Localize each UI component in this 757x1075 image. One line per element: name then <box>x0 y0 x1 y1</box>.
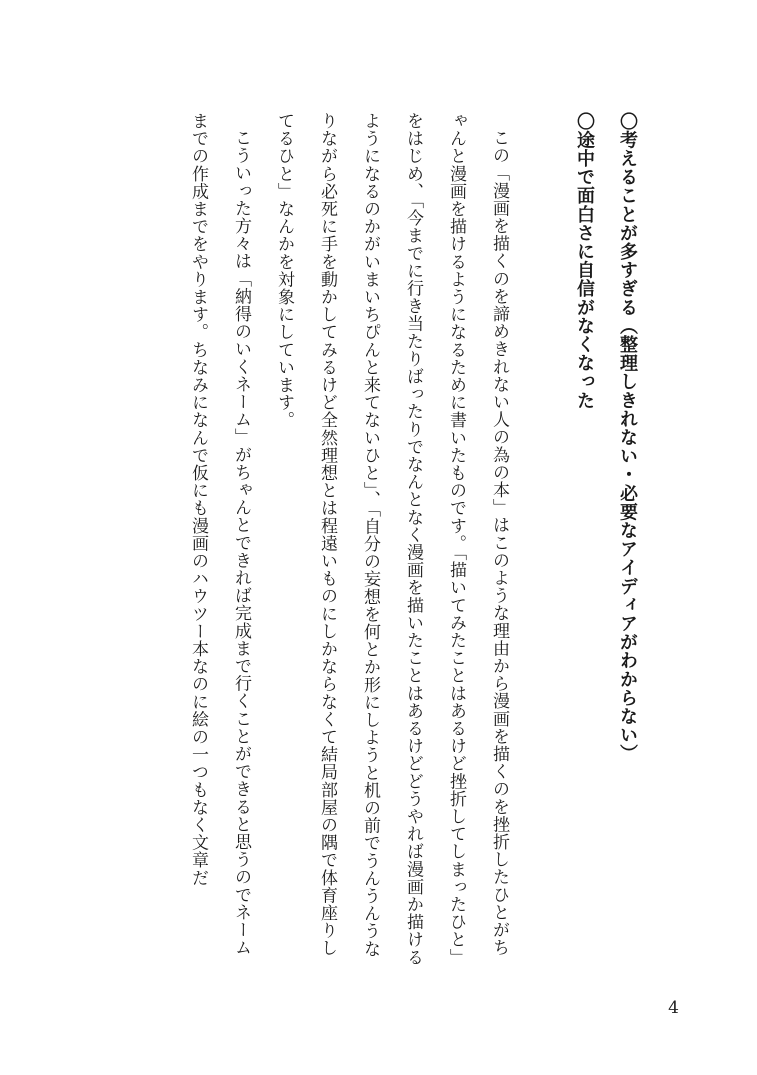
vertical-text-body <box>176 112 649 972</box>
body-paragraph: この「漫画を描くのを諦めきれない人の為の本」はこのような理由から漫画を描くのを挫折したひとがちゃんと漫画を描けるようになるために書いたものです。「描いてみたことはあるけど挫折してしまったひと」をはじめ、「今までに行き当たりばったりでなんとなく漫画を描いたことはあるけどどうやれば漫画か描けるようになるのかがいまいちぴんと来てないひと」、「自分の妄想を何とか形にしようと机の前でうんうんうなりながら必死に手を動かしてみるけど全然理想とは程遠いものにしかならなくて結局部屋の隅で体育座りしてるひと」なんかを対象にしています。 <box>274 112 509 966</box>
body-paragraph: こういった方々は「納得のいくネーム」がちゃんとできれば完成まで行くことができると思うのでネームまでの作成までをやります。ちなみになんで仮にも漫画のハウツー本なのに絵の一つもなく文章だ <box>188 112 251 957</box>
section-heading: 〇考えることが多すぎる（整理しきれない・必要なアイディアがわからない） <box>617 112 638 763</box>
section-heading: 〇途中で面白さに自信がなくなった <box>574 112 595 410</box>
page-number: 4 <box>668 998 679 1018</box>
